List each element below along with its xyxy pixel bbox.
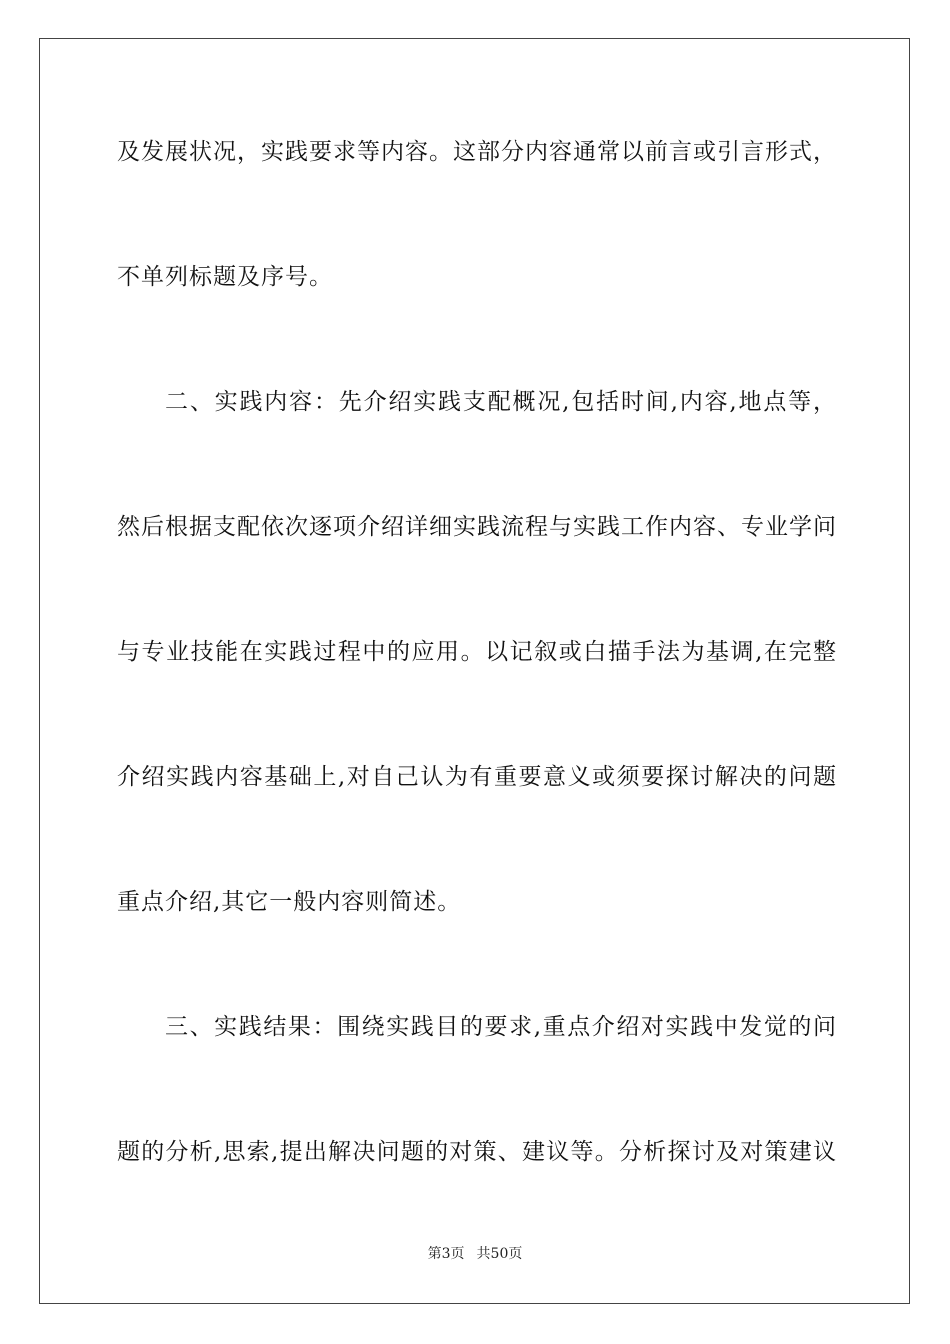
text-line-4: 然后根据支配依次逐项介绍详细实践流程与实践工作内容、专业学问 xyxy=(117,514,837,540)
page-border xyxy=(39,38,910,1304)
text-line-7: 重点介绍,其它一般内容则简述。 xyxy=(117,889,462,915)
page-footer xyxy=(0,1245,950,1263)
text-line-2: 不单列标题及序号。 xyxy=(117,264,333,290)
text-line-8: 三、实践结果：围绕实践目的要求,重点介绍对实践中发觉的问 xyxy=(165,1014,837,1040)
text-line-6: 介绍实践内容基础上,对自己认为有重要意义或须要探讨解决的问题 xyxy=(117,764,837,790)
text-line-1: 及发展状况，实践要求等内容。这部分内容通常以前言或引言形式， xyxy=(117,139,837,165)
text-line-5: 与专业技能在实践过程中的应用。以记叙或白描手法为基调,在完整 xyxy=(117,639,837,665)
text-line-3: 二、实践内容：先介绍实践支配概况,包括时间,内容,地点等， xyxy=(165,389,837,415)
text-line-9: 题的分析,思索,提出解决问题的对策、建议等。分析探讨及对策建议 xyxy=(117,1139,837,1165)
page-number: 第3页 xyxy=(427,1246,465,1262)
page-total: 共50页 xyxy=(476,1246,523,1262)
